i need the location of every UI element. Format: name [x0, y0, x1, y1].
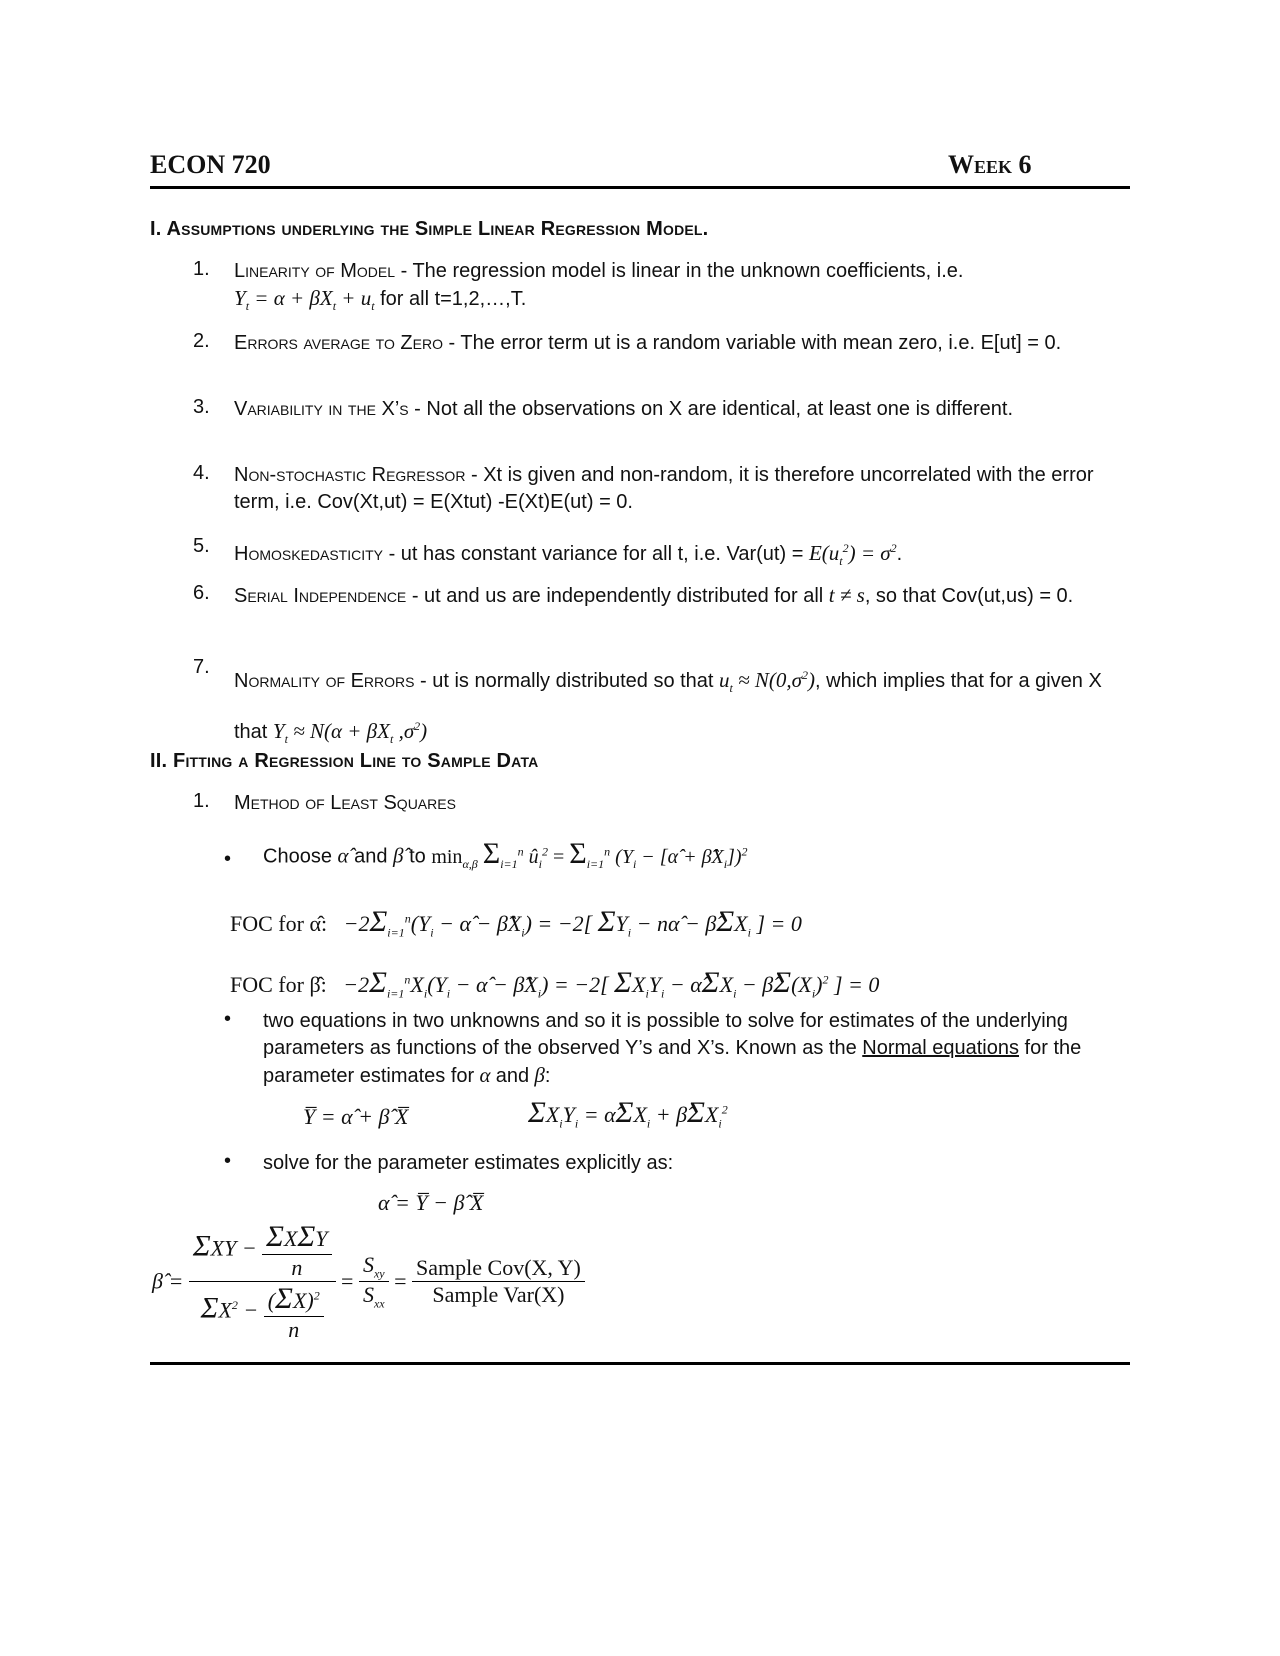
item-1-text: [234, 258, 1134, 320]
item-7-text: [234, 656, 1134, 758]
bullet-2-tail: for the parameter estimates for: [263, 1037, 1082, 1087]
item-4-name: Non-stochastic Regressor: [234, 464, 466, 486]
alpha-estimate-equation: α̂ = Y̅ − β̂ X̅: [378, 1190, 484, 1215]
subsection-title: Method of Least Squares: [234, 792, 456, 814]
normal-equation-1: Y̅ = α̂ + β̂ X̅: [303, 1104, 409, 1129]
bullet-2-marker: •: [224, 1008, 232, 1030]
item-7-equation-2: $Y_t \approx N(\alpha + \beta X_t$ $,\sigma^2$): [272, 719, 428, 747]
item-3-number: 3.: [193, 396, 210, 418]
item-7-equation-1: $u_t \approx N(0,\sigma^2)$: [719, 668, 816, 696]
item-5-name: Homoskedasticity: [234, 543, 384, 565]
item-4-desc: - Xt is given and non-random, it is therefore uncorrelated with the error term, i.e. Cov(Xt,ut) = E(Xtut) -E(Xt)E(ut) = 0.: [234, 464, 1094, 513]
to-word: to: [409, 845, 426, 868]
bullet-2-text: two equations in two unknowns and so it is possible to solve for estimates of the underlying parameters as functions of the observed Y’s and X’s. Known as the Normal equations for the parameter estimates for α and β:: [263, 1010, 1082, 1087]
item-6-equation: t ≠ s: [828, 583, 865, 607]
beta-hat-symbol: β̂: [393, 843, 404, 868]
item-5-desc: - ut has constant variance for all t, i.e. Var(ut) =: [383, 543, 809, 565]
item-3-text: [234, 396, 1134, 423]
item-2-text: [234, 330, 1134, 357]
item-2-name: Errors average to Zero: [234, 332, 443, 354]
normal-equations-term: Normal equations: [862, 1037, 1019, 1059]
footer-rule: [150, 1362, 1130, 1365]
bullet-1-marker: •: [224, 848, 232, 870]
and-word: and: [354, 845, 388, 868]
alpha-symbol: α: [474, 1063, 496, 1087]
item-6-name: Serial Independence: [234, 585, 407, 607]
beta-estimate-equation: β̂ = ΣXY − $\frac{\text{ΣXΣY}}{n}$ $\Sigma X^2$ − $\frac{(\Sigma X)^2}{n}$ = $\frac{S_{xy}}{S_{xx}}$ = $\frac{\text{Sample Cov(X, Y)}}{\text{Sample Var(X)}}$: [152, 1220, 585, 1343]
foc-beta-equation: FOC for β̂: $-2\Sigma_{i=1}^nX_i(Y_i$ − α̂ − $\betâX_i) = -2$[ $\Sigma X_iY_i$ − $\alphâ\Sigma X_i$ − $\betâ\Sigma(X_i)^2$ ] = 0: [230, 966, 880, 1001]
bullet-3-marker: •: [224, 1150, 232, 1172]
item-7-number: 7.: [193, 656, 210, 678]
item-5-text: [234, 535, 1134, 575]
item-1-equation: $Y_t = \alpha + \beta X_t + u_t$: [234, 286, 375, 314]
item-6-desc: - ut and us are independently distributed for all: [406, 585, 829, 607]
section-1-title: I. Assumptions underlying the Simple Linear Regression Model.: [150, 218, 709, 240]
foc-alpha-equation: FOC for α̂: $-2\Sigma_{i=1}^n(Y_i$ − α̂ − $\betâX_i) = -2$[ $\Sigma Y_i$ − nα̂ − $\betâ\Sigma X_i$ ] = 0: [230, 905, 802, 940]
bullet-2-body: two equations in two unknowns and so it is possible to solve for estimates of the underlying parameters as functions of the observed Y’s and X’s. Known as the: [263, 1010, 1068, 1059]
sample-var-label: Sample Var(X): [432, 1282, 565, 1307]
item-3-name: Variability in the X’s: [234, 398, 409, 420]
course-title: ECON 720: [150, 150, 271, 179]
normal-equation-2: $\Sigma X_iY_i$ = $\alphâ\Sigma X_i$ + $\betâ\Sigma X_i^2$: [528, 1096, 728, 1131]
item-7-tail: , which implies that for a given X that: [234, 670, 1102, 744]
week-label: Week 6: [948, 150, 1032, 179]
and-word-2: and: [495, 1065, 530, 1087]
sample-cov-label: Sample Cov(X, Y): [412, 1255, 585, 1282]
item-6-text: [234, 582, 1134, 610]
header-rule: [150, 186, 1130, 189]
item-1-name: Linearity of Model: [234, 260, 396, 282]
item-6-tail: , so that Cov(ut,us) = 0.: [864, 585, 1074, 607]
foc-beta-label: FOC for β̂:: [230, 972, 327, 997]
item-2-number: 2.: [193, 330, 210, 352]
sxy-sxx-fraction: $\frac{S_{xy}}{S_{xx}}$: [359, 1252, 389, 1312]
item-4-text: [234, 462, 1134, 516]
bullet-3-text: solve for the parameter estimates explicitly as:: [263, 1152, 674, 1174]
item-1-number: 1.: [193, 258, 210, 280]
choose-word: Choose: [263, 845, 332, 868]
item-3-desc: - Not all the observations on X are identical, at least one is different.: [408, 398, 1014, 420]
subsection-number: 1.: [193, 790, 210, 812]
item-1-desc: - The regression model is linear in the unknown coefficients, i.e.: [395, 260, 964, 282]
item-5-equation: $E(u_t^2) = \sigma^2$: [808, 541, 897, 569]
beta-main-fraction: ΣXY − $\frac{\text{ΣXΣY}}{n}$ $\Sigma X^2$ − $\frac{(\Sigma X)^2}{n}$: [189, 1220, 336, 1343]
beta-symbol: β: [529, 1063, 545, 1087]
item-6-number: 6.: [193, 582, 210, 604]
item-4-number: 4.: [193, 462, 210, 484]
item-7-name: Normality of Errors: [234, 670, 415, 692]
section-2-title: II. Fitting a Regression Line to Sample Data: [150, 750, 539, 772]
bullet-1-text: [263, 838, 1123, 878]
foc-alpha-label: FOC for α̂:: [230, 911, 328, 936]
item-5-number: 5.: [193, 535, 210, 557]
alpha-hat-symbol: α̂: [337, 843, 349, 868]
objective-equation: $\min_{\alpha,\beta} \Sigma_{i=1}^n$ $û_i^2 = \Sigma_{i=1}^n$ ($Y_i$ − [α̂ + $\betâX_i])^2$: [431, 836, 748, 871]
item-1-tail: for all t=1,2,…,T.: [374, 288, 527, 310]
item-5-tail: .: [896, 543, 903, 565]
item-7-desc: - ut is normally distributed so that: [414, 670, 720, 692]
sample-cov-var-fraction: [412, 1255, 585, 1308]
item-2-desc: - The error term ut is a random variable with mean zero, i.e. E[ut] = 0.: [442, 332, 1062, 354]
